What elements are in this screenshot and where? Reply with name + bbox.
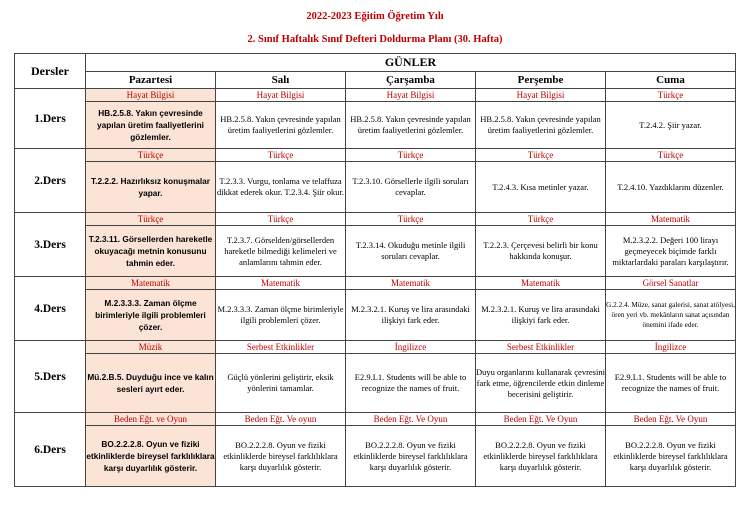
- objective-pazartesi: T.2.2.2. Hazırlıksız konuşmalar yapar.: [86, 162, 216, 213]
- content-row: [15, 426, 736, 487]
- subject-row: [15, 413, 736, 426]
- objective-persembe: Duyu organlarını kullanarak çevresini fark etme, öğrencilerde etkin dinleme becerisini geliştirir.: [476, 354, 606, 413]
- subject-cuma: Türkçe: [606, 89, 736, 102]
- objective-pazartesi: T.2.3.11. Görsellerden hareketle okuyacağı metnin konusunu tahmin eder.: [86, 226, 216, 277]
- objective-persembe: T.2.4.3. Kısa metinler yazar.: [476, 162, 606, 213]
- subject-cuma: Beden Eğt. Ve Oyun: [606, 413, 736, 426]
- subject-row: [15, 149, 736, 162]
- objective-cuma: T.2.4.2. Şiir yazar.: [606, 102, 736, 149]
- objective-persembe: T.2.2.3. Çerçevesi belirli bir konu hakkında konuşur.: [476, 226, 606, 277]
- subject-pazartesi: Türkçe: [86, 149, 216, 162]
- dersler-header: Dersler: [15, 54, 86, 89]
- subject-carsamba: İngilizce: [346, 341, 476, 354]
- objective-persembe: BO.2.2.2.8. Oyun ve fiziki etkinliklerde bireysel farklılıklara karşı duyarlılık gösterir.: [476, 426, 606, 487]
- content-row: [15, 226, 736, 277]
- subject-carsamba: Beden Eğt. Ve Oyun: [346, 413, 476, 426]
- subject-persembe: Serbest Etkinlikler: [476, 341, 606, 354]
- subject-sali: Türkçe: [216, 213, 346, 226]
- subject-row: [15, 277, 736, 290]
- subject-carsamba: Türkçe: [346, 213, 476, 226]
- subject-pazartesi: Türkçe: [86, 213, 216, 226]
- subject-row: [15, 341, 736, 354]
- objective-sali: BO.2.2.2.8. Oyun ve fiziki etkinliklerde bireysel farklılıklara karşı duyarlılık gösterir.: [216, 426, 346, 487]
- day-header-cuma: Cuma: [606, 72, 736, 89]
- subject-carsamba: Hayat Bilgisi: [346, 89, 476, 102]
- lesson-label: 3.Ders: [15, 213, 86, 277]
- subject-pazartesi: Matematik: [86, 277, 216, 290]
- objective-persembe: M.2.3.2.1. Kuruş ve lira arasındaki ilişkiyi fark eder.: [476, 290, 606, 341]
- subject-pazartesi: Hayat Bilgisi: [86, 89, 216, 102]
- lesson-label: 2.Ders: [15, 149, 86, 213]
- subject-persembe: Hayat Bilgisi: [476, 89, 606, 102]
- objective-sali: M.2.3.3.3. Zaman ölçme birimleriyle ilgili problemleri çözer.: [216, 290, 346, 341]
- objective-pazartesi: HB.2.5.8. Yakın çevresinde yapılan üretim faaliyetlerini gözlemler.: [86, 102, 216, 149]
- subject-cuma: Matematik: [606, 213, 736, 226]
- subject-sali: Hayat Bilgisi: [216, 89, 346, 102]
- content-row: [15, 102, 736, 149]
- day-header-sali: Salı: [216, 72, 346, 89]
- objective-cuma: BO.2.2.2.8. Oyun ve fiziki etkinliklerde bireysel farklılıklara karşı duyarlılık gösterir.: [606, 426, 736, 487]
- objective-cuma: M.2.3.2.2. Değeri 100 lirayı geçmeyecek biçimde farklı miktarlardaki paraları karşılaştırır.: [606, 226, 736, 277]
- lesson-label: 1.Ders: [15, 89, 86, 149]
- day-header-pazartesi: Pazartesi: [86, 72, 216, 89]
- lesson-label: 5.Ders: [15, 341, 86, 413]
- objective-pazartesi: Mü.2.B.5. Duyduğu ince ve kalın sesleri ayırt eder.: [86, 354, 216, 413]
- subject-sali: Serbest Etkinlikler: [216, 341, 346, 354]
- objective-carsamba: M.2.3.2.1. Kuruş ve lira arasındaki ilişkiyi fark eder.: [346, 290, 476, 341]
- subject-row: [15, 89, 736, 102]
- objective-sali: T.2.3.7. Görselden/görsellerden hareketle bilmediği kelimeleri ve anlamlarını tahmin eder.: [216, 226, 346, 277]
- objective-cuma: E2.9.L1. Students will be able to recognize the names of fruit.: [606, 354, 736, 413]
- day-header-persembe: Perşembe: [476, 72, 606, 89]
- subject-cuma: Görsel Sanatlar: [606, 277, 736, 290]
- objective-sali: HB.2.5.8. Yakın çevresinde yapılan üretim faaliyetlerini gözlemler.: [216, 102, 346, 149]
- subject-cuma: Türkçe: [606, 149, 736, 162]
- objective-carsamba: BO.2.2.2.8. Oyun ve fiziki etkinliklerde bireysel farklılıklara karşı duyarlılık gösterir.: [346, 426, 476, 487]
- subject-carsamba: Türkçe: [346, 149, 476, 162]
- objective-pazartesi: BO.2.2.2.8. Oyun ve fiziki etkinliklerde bireysel farklılıklara karşı duyarlılık gösterir.: [86, 426, 216, 487]
- day-header-carsamba: Çarşamba: [346, 72, 476, 89]
- subject-row: [15, 213, 736, 226]
- gunler-header: GÜNLER: [86, 54, 736, 72]
- subject-carsamba: Matematik: [346, 277, 476, 290]
- subject-persembe: Türkçe: [476, 213, 606, 226]
- subject-sali: Beden Eğt. Ve oyun: [216, 413, 346, 426]
- subject-persembe: Beden Eğt. Ve Oyun: [476, 413, 606, 426]
- objective-carsamba: T.2.3.10. Görsellerle ilgili soruları cevaplar.: [346, 162, 476, 213]
- objective-cuma: T.2.4.10. Yazdıklarını düzenler.: [606, 162, 736, 213]
- objective-sali: T.2.3.3. Vurgu, tonlama ve telaffuza dikkat ederek okur. T.2.3.4. Şiir okur.: [216, 162, 346, 213]
- objective-persembe: HB.2.5.8. Yakın çevresinde yapılan üretim faaliyetlerini gözlemler.: [476, 102, 606, 149]
- objective-pazartesi: M.2.3.3.3. Zaman ölçme birimleriyle ilgili problemleri çözer.: [86, 290, 216, 341]
- document-subtitle: 2. Sınıf Haftalık Sınıf Defteri Doldurma Planı (30. Hafta): [247, 34, 503, 45]
- content-row: [15, 162, 736, 213]
- weekly-plan-table: [14, 53, 736, 487]
- plan-body: [15, 89, 736, 487]
- subject-persembe: Türkçe: [476, 149, 606, 162]
- lesson-label: 6.Ders: [15, 413, 86, 487]
- content-row: [15, 290, 736, 341]
- lesson-label: 4.Ders: [15, 277, 86, 341]
- document-title: 2022-2023 Eğitim Öğretim Yılı: [306, 11, 444, 22]
- subject-cuma: İngilizce: [606, 341, 736, 354]
- subject-sali: Türkçe: [216, 149, 346, 162]
- objective-sali: Güçlü yönlerini geliştirir, eksik yönlerini tamamlar.: [216, 354, 346, 413]
- content-row: [15, 354, 736, 413]
- subject-pazartesi: Beden Eğt. ve Oyun: [86, 413, 216, 426]
- objective-carsamba: E2.9.L1. Students will be able to recognize the names of fruit.: [346, 354, 476, 413]
- objective-carsamba: HB.2.5.8. Yakın çevresinde yapılan üretim faaliyetlerini gözlemler.: [346, 102, 476, 149]
- objective-cuma: G.2.2.4. Müze, sanat galerisi, sanat atölyesi, ören yeri vb. mekânların sanat açısından önemini ifade eder.: [606, 290, 736, 341]
- subject-sali: Matematik: [216, 277, 346, 290]
- objective-carsamba: T.2.3.14. Okuduğu metinle ilgili soruları cevaplar.: [346, 226, 476, 277]
- subject-pazartesi: Müzik: [86, 341, 216, 354]
- subject-persembe: Matematik: [476, 277, 606, 290]
